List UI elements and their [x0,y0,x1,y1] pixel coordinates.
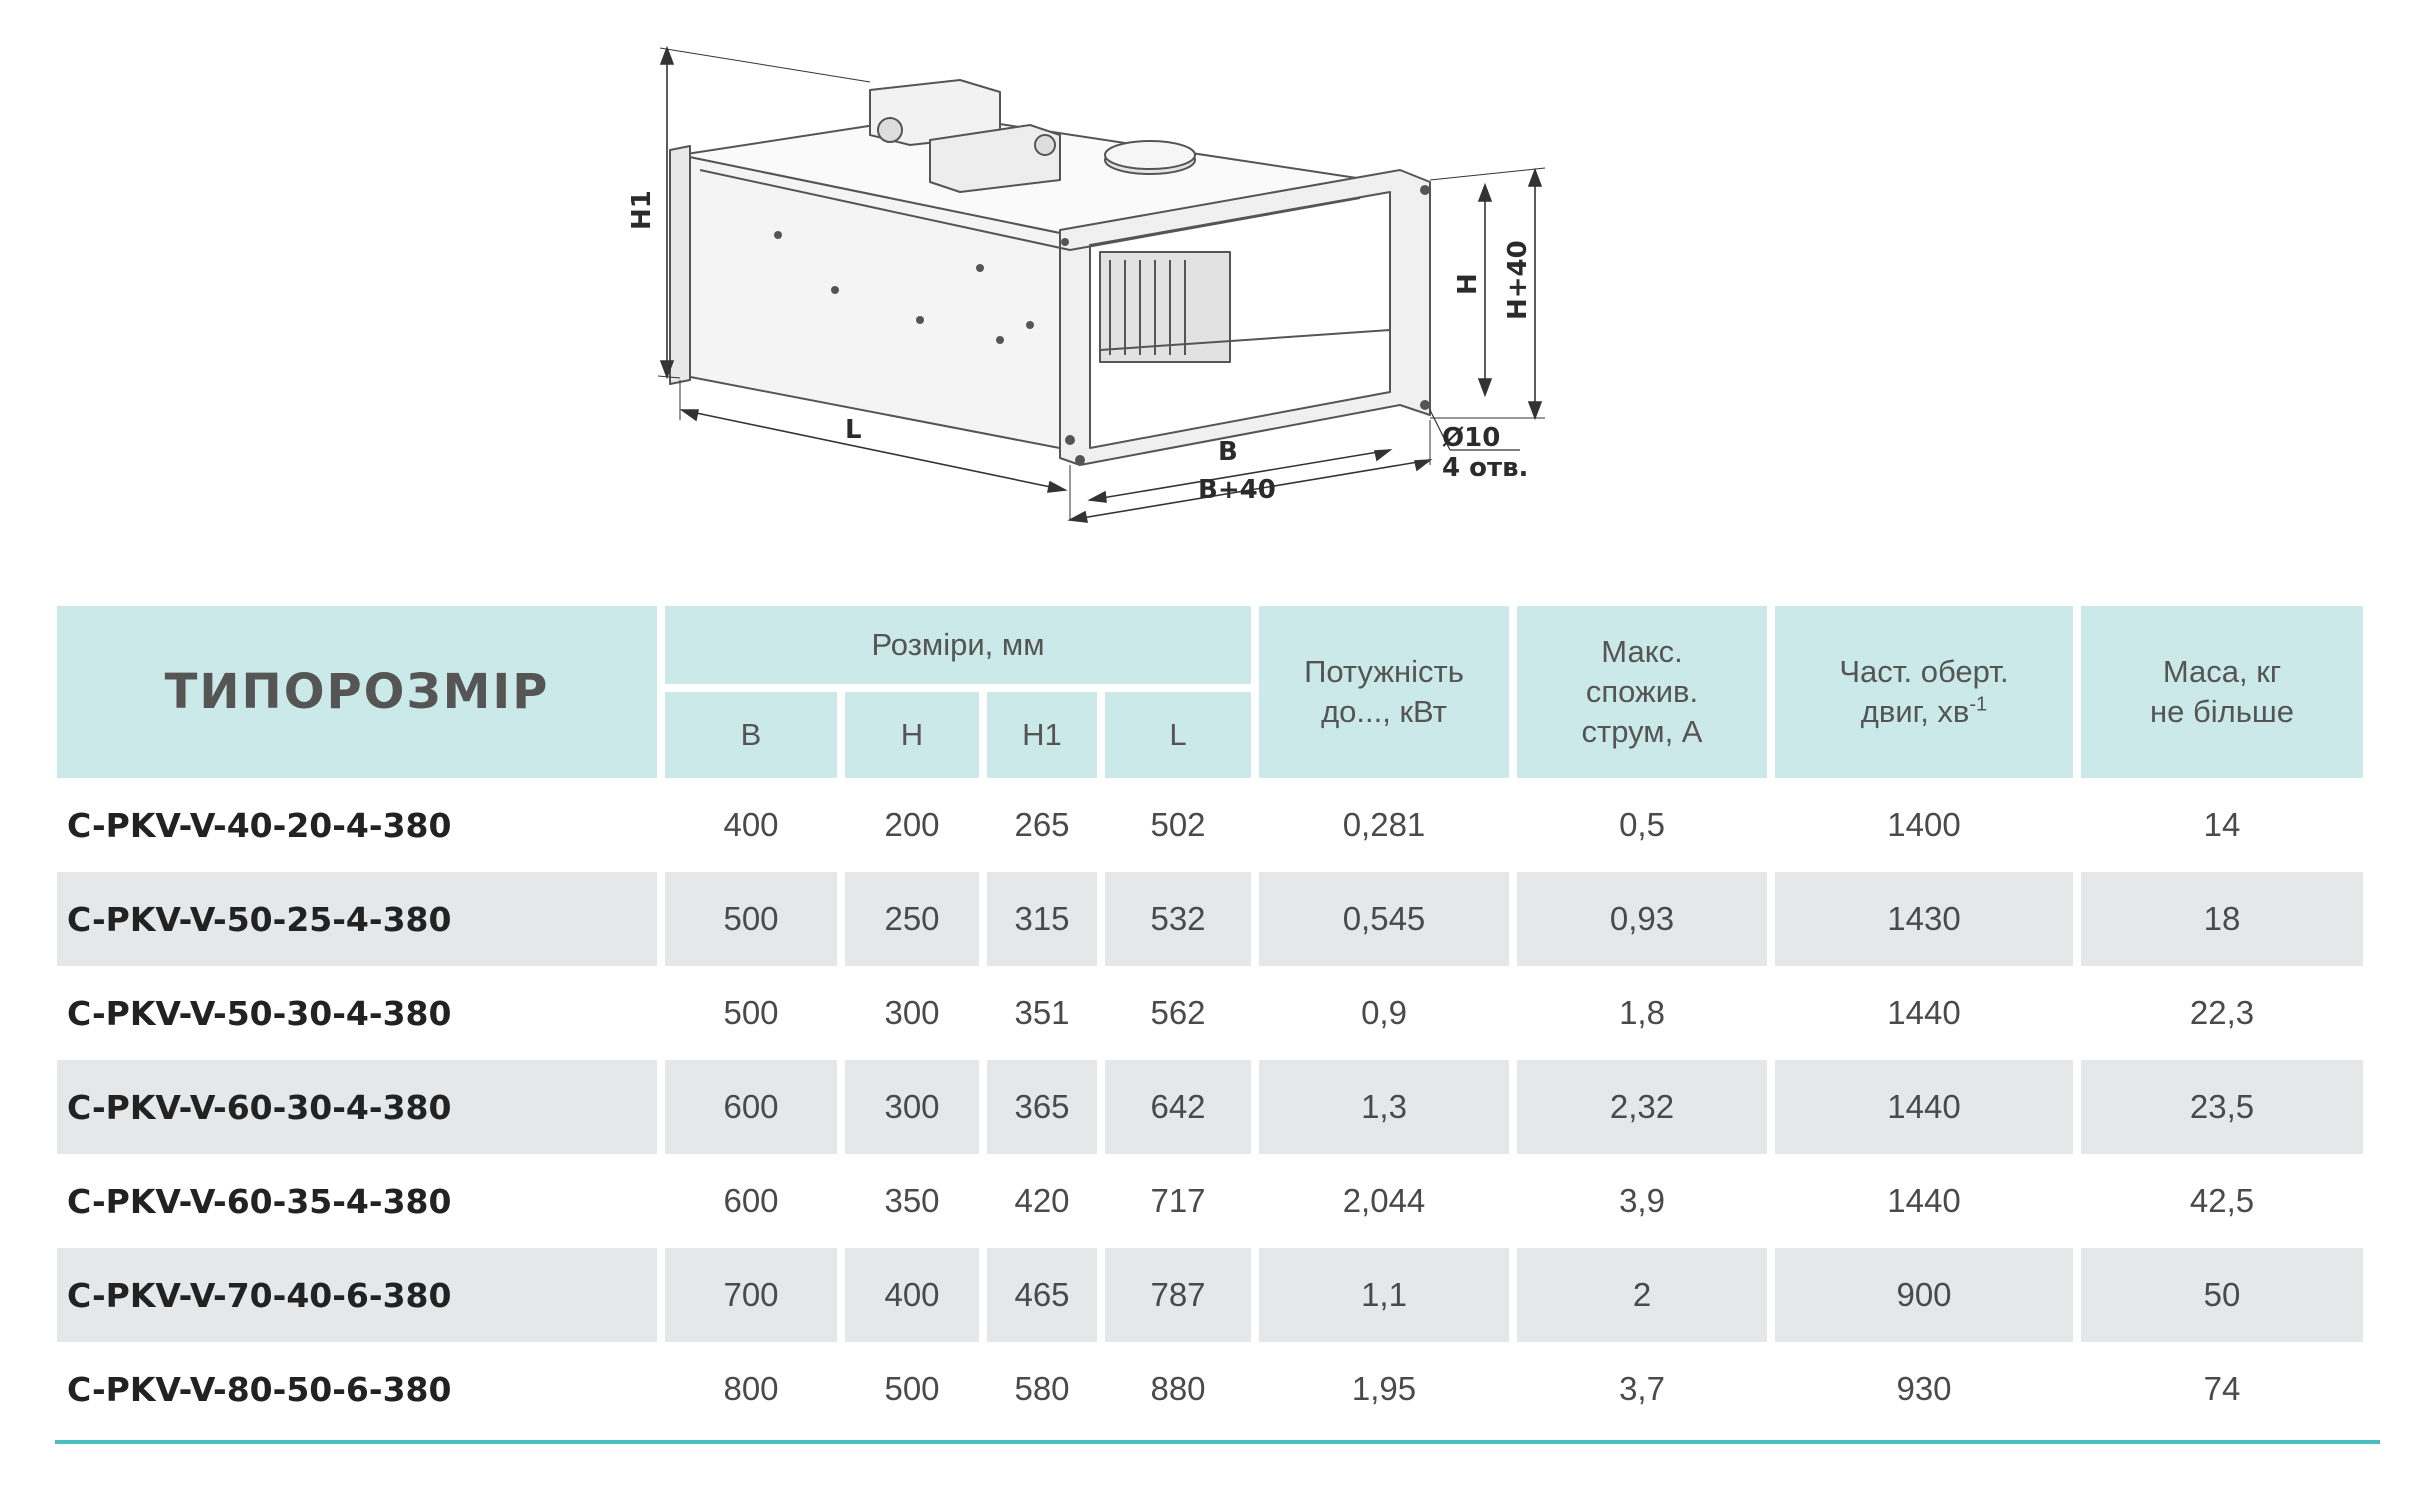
cell-speed: 1440 [1887,1182,1961,1219]
cell-speed: 1400 [1887,806,1961,843]
cell-l: 502 [1150,806,1206,843]
cell-h: 350 [884,1182,940,1219]
cell-h1: 580 [1014,1370,1070,1407]
cell-mass: 23,5 [2081,1060,2363,1154]
dim-label-h: H [1453,273,1483,295]
cell-power: 0,545 [1259,872,1509,966]
cell-power: 0,281 [1342,806,1426,843]
cell-model: C-PKV-V-60-35-4-380 [67,1181,452,1221]
cell-power: 1,1 [1259,1248,1509,1342]
current-column-header [1517,606,1767,778]
dim-label-hole-diameter: Ø10 [1442,423,1501,453]
mass-header-line-2: не більше [2150,694,2294,729]
dim-label-b: B [1218,437,1238,467]
cell-speed: 900 [1775,1248,2073,1342]
cell-l: 562 [1150,994,1206,1031]
cell-mass: 50 [2081,1248,2363,1342]
dim-header-b: B [665,692,837,778]
cell-current: 2 [1517,1248,1767,1342]
cell-mass: 22,3 [2189,994,2255,1031]
cell-h1: 315 [987,872,1097,966]
cell-h1: 365 [987,1060,1097,1154]
cell-h1: 265 [1014,806,1070,843]
speed-header-line-2 [1775,692,2073,732]
model-column-header: ТИПОРОЗМІР [57,606,657,778]
speed-header-exponent: -1 [1969,693,1988,716]
power-column-header [1259,606,1509,778]
table-row [57,1248,2363,1342]
power-header-line-2: до..., кВт [1321,694,1447,729]
table-row [57,1154,2363,1248]
cell-b: 400 [723,806,779,843]
mass-column-header [2081,606,2363,778]
cell-model: C-PKV-V-50-25-4-380 [57,872,657,966]
cell-h1: 420 [1014,1182,1070,1219]
current-header-line-2: спожив. [1585,674,1699,709]
cell-h: 300 [884,994,940,1031]
cell-mass: 18 [2081,872,2363,966]
cell-power: 2,044 [1342,1182,1426,1219]
cell-l: 880 [1150,1370,1206,1407]
dim-label-h1: H1 [627,190,657,230]
cell-l: 787 [1105,1248,1251,1342]
cell-current: 3,9 [1619,1182,1665,1219]
dim-label-hole-count: 4 отв. [1442,453,1529,483]
cell-speed: 1440 [1887,994,1961,1031]
cell-power: 1,95 [1351,1370,1417,1407]
cell-h1: 351 [1014,994,1070,1031]
speed-header-line-1: Част. оберт. [1839,654,2009,689]
cell-model: C-PKV-V-50-30-4-380 [67,993,452,1033]
cell-b: 500 [665,872,837,966]
cell-h: 250 [845,872,979,966]
cell-current: 0,5 [1619,806,1665,843]
current-header-line-1: Макс. [1601,634,1683,669]
cell-power: 1,3 [1259,1060,1509,1154]
speed-header-unit: двиг, хв [1860,694,1970,729]
dim-header-h1: H1 [987,692,1097,778]
cell-current: 0,93 [1517,872,1767,966]
fan-dimension-drawing [600,20,1600,540]
cell-current: 1,8 [1619,994,1665,1031]
cell-b: 600 [723,1182,779,1219]
table-row [57,1060,2363,1154]
dim-header-l: L [1105,692,1251,778]
power-header-line-1: Потужність [1304,654,1464,689]
cell-l: 532 [1105,872,1251,966]
bottom-rule [55,1440,2380,1444]
dim-label-l: L [845,415,862,445]
cell-b: 500 [723,994,779,1031]
fan-isometric-drawing [600,20,1600,540]
dim-header-h: H [845,692,979,778]
cell-model: C-PKV-V-40-20-4-380 [67,805,452,845]
cell-speed: 1440 [1775,1060,2073,1154]
table-row [57,966,2363,1060]
current-header-line-3: струм, А [1581,714,1703,749]
cell-model: C-PKV-V-60-30-4-380 [57,1060,657,1154]
cell-power: 0,9 [1361,994,1407,1031]
cell-current: 2,32 [1517,1060,1767,1154]
cell-h: 400 [845,1248,979,1342]
cell-l: 642 [1105,1060,1251,1154]
cell-mass: 14 [2203,806,2241,843]
cell-model: C-PKV-V-80-50-6-380 [67,1369,452,1409]
cell-current: 3,7 [1619,1370,1665,1407]
cell-mass: 42,5 [2189,1182,2255,1219]
cell-h: 500 [884,1370,940,1407]
dim-label-h40: H+40 [1503,240,1533,320]
cell-speed: 1430 [1775,872,2073,966]
cell-b: 700 [665,1248,837,1342]
mass-header-line-1: Маса, кг [2162,654,2282,689]
cell-mass: 74 [2203,1370,2241,1407]
speed-column-header [1775,606,2073,778]
specification-table [49,606,2371,1436]
specification-rows [57,778,2363,1436]
dimensions-group-header: Розміри, мм [665,606,1251,692]
cell-h: 300 [845,1060,979,1154]
cell-h: 200 [884,806,940,843]
cell-speed: 930 [1896,1370,1952,1407]
table-row [57,1342,2363,1436]
cell-model: C-PKV-V-70-40-6-380 [57,1248,657,1342]
table-row [57,872,2363,966]
cell-l: 717 [1150,1182,1206,1219]
cell-b: 600 [665,1060,837,1154]
cell-b: 800 [723,1370,779,1407]
cell-h1: 465 [987,1248,1097,1342]
dim-label-b40: B+40 [1198,475,1276,505]
table-row [57,778,2363,872]
